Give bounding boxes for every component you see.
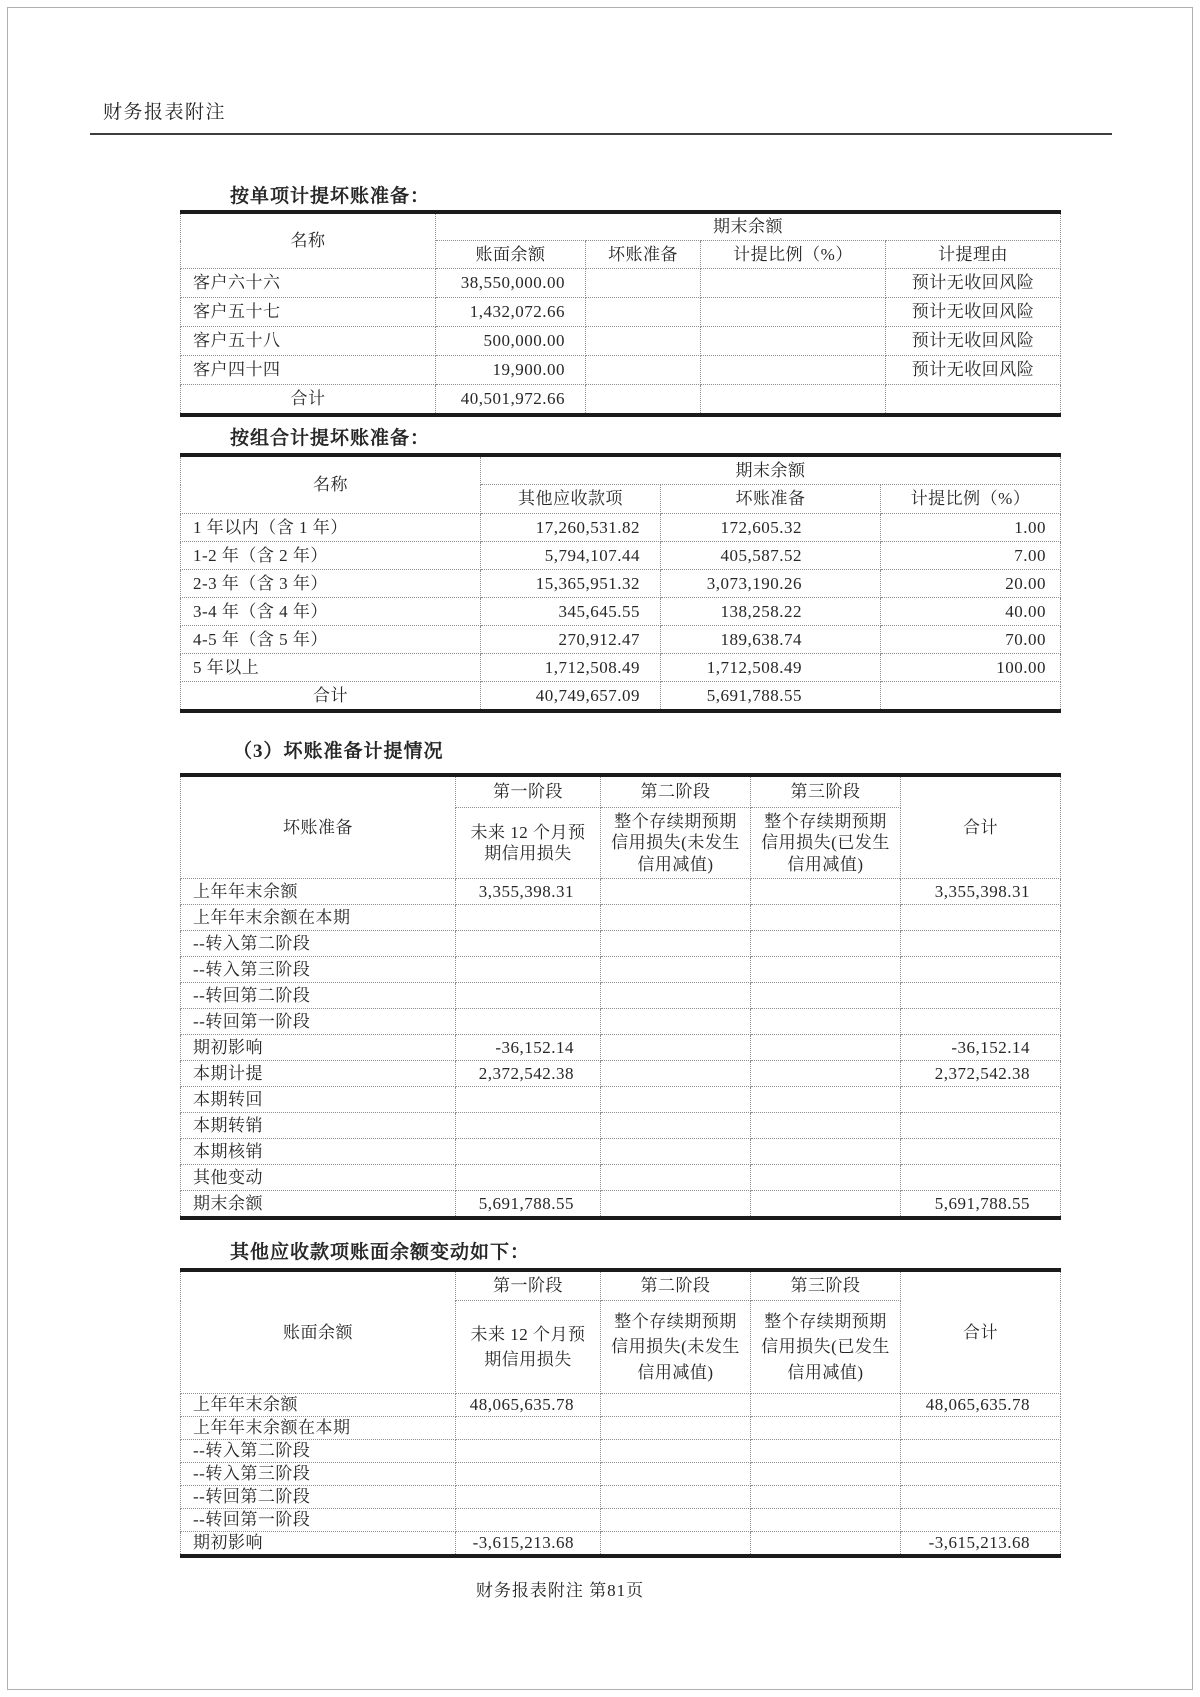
name-cell: 合计	[181, 682, 481, 712]
name-cell: 3-4 年（含 4 年）	[181, 598, 481, 626]
s1-cell	[456, 1138, 601, 1164]
book-cell: 1,432,072.66	[436, 298, 586, 327]
stage1-header: 第一阶段	[456, 775, 601, 808]
s2-cell	[601, 1486, 751, 1509]
table-row	[181, 1440, 1061, 1463]
s3-cell	[751, 1532, 901, 1557]
total-cell	[901, 1463, 1061, 1486]
name-cell: 客户五十八	[181, 327, 436, 356]
section-title-balance-changes: 其他应收款项账面余额变动如下：	[230, 1242, 531, 1263]
s1-cell	[456, 1086, 601, 1112]
name-column-header: 名称	[181, 212, 436, 269]
s3-cell	[751, 1190, 901, 1218]
s3-cell	[751, 904, 901, 930]
table-row	[181, 598, 1061, 626]
s2-cell	[601, 930, 751, 956]
table-row	[181, 327, 1061, 356]
s1-cell: -36,152.14	[456, 1034, 601, 1060]
s1-cell: 48,065,635.78	[456, 1394, 601, 1417]
s3-cell	[751, 1008, 901, 1034]
stage3-header: 第三阶段	[751, 1270, 901, 1301]
s2-cell	[601, 982, 751, 1008]
stage1-subheader: 未来 12 个月预期信用损失	[456, 1301, 601, 1394]
recv-cell: 345,645.55	[481, 598, 661, 626]
bad-cell: 5,691,788.55	[661, 682, 881, 712]
label-cell: 上年年末余额在本期	[181, 1417, 456, 1440]
stage3-subheader: 整个存续期预期信用损失(已发生信用减值)	[751, 1301, 901, 1394]
total-cell	[901, 1440, 1061, 1463]
table-row	[181, 956, 1061, 982]
s3-cell	[751, 878, 901, 904]
s1-cell	[456, 1417, 601, 1440]
recv-cell: 40,749,657.09	[481, 682, 661, 712]
name-cell: 合计	[181, 385, 436, 416]
ratio-cell: 20.00	[881, 570, 1061, 598]
table-header-row	[181, 775, 1061, 808]
recv-cell: 1,712,508.49	[481, 654, 661, 682]
ratio-cell	[881, 682, 1061, 712]
total-cell	[901, 1008, 1061, 1034]
ratio-cell: 7.00	[881, 542, 1061, 570]
s3-cell	[751, 956, 901, 982]
s1-cell: 3,355,398.31	[456, 878, 601, 904]
table-row	[181, 1034, 1061, 1060]
reason-header: 计提理由	[886, 241, 1061, 269]
reason-cell: 预计无收回风险	[886, 356, 1061, 385]
table-row	[181, 1532, 1061, 1557]
s2-cell	[601, 1532, 751, 1557]
label-cell: 本期转回	[181, 1086, 456, 1112]
table-header-row	[181, 455, 1061, 485]
bad-cell: 1,712,508.49	[661, 654, 881, 682]
ending-balance-group-header: 期末余额	[436, 212, 1061, 241]
stage2-subheader: 整个存续期预期信用损失(未发生信用减值)	[601, 1301, 751, 1394]
header-rule	[90, 133, 1112, 135]
recv-cell: 15,365,951.32	[481, 570, 661, 598]
reason-cell: 预计无收回风险	[886, 269, 1061, 298]
s1-cell	[456, 1463, 601, 1486]
ratio-header: 计提比例（%）	[701, 241, 886, 269]
book-cell: 40,501,972.66	[436, 385, 586, 416]
table-row	[181, 1008, 1061, 1034]
total-cell	[901, 1164, 1061, 1190]
s2-cell	[601, 1417, 751, 1440]
s2-cell	[601, 1463, 751, 1486]
s1-cell	[456, 1164, 601, 1190]
bad-cell: 138,258.22	[661, 598, 881, 626]
table-row	[181, 514, 1061, 542]
stage1-subheader: 未来 12 个月预期信用损失	[456, 808, 601, 879]
s3-cell	[751, 1138, 901, 1164]
reason-cell: 预计无收回风险	[886, 298, 1061, 327]
label-cell: 上年年末余额在本期	[181, 904, 456, 930]
table-row	[181, 542, 1061, 570]
ratio-cell	[701, 327, 886, 356]
book-cell: 500,000.00	[436, 327, 586, 356]
recv-cell: 270,912.47	[481, 626, 661, 654]
s2-cell	[601, 1394, 751, 1417]
name-cell: 5 年以上	[181, 654, 481, 682]
s3-cell	[751, 930, 901, 956]
label-cell: --转回第二阶段	[181, 982, 456, 1008]
table-row	[181, 930, 1061, 956]
total-cell	[901, 982, 1061, 1008]
bad-cell: 189,638.74	[661, 626, 881, 654]
s2-cell	[601, 1164, 751, 1190]
name-column-header: 名称	[181, 455, 481, 514]
bad-cell: 172,605.32	[661, 514, 881, 542]
s1-cell: 5,691,788.55	[456, 1190, 601, 1218]
ratio-cell	[701, 269, 886, 298]
other-receivables-header: 其他应收款项	[481, 485, 661, 514]
table-row	[181, 1086, 1061, 1112]
name-cell: 1-2 年（含 2 年）	[181, 542, 481, 570]
label-cell: 本期核销	[181, 1138, 456, 1164]
book-cell: 38,550,000.00	[436, 269, 586, 298]
total-cell	[901, 1417, 1061, 1440]
ratio-cell	[701, 356, 886, 385]
label-cell: --转入第三阶段	[181, 1463, 456, 1486]
name-cell: 4-5 年（含 5 年）	[181, 626, 481, 654]
s1-cell	[456, 1112, 601, 1138]
portfolio-provision-table	[180, 453, 1061, 713]
s1-cell: 2,372,542.38	[456, 1060, 601, 1086]
s1-cell	[456, 1008, 601, 1034]
s1-cell	[456, 930, 601, 956]
s1-cell	[456, 1509, 601, 1532]
total-cell: 2,372,542.38	[901, 1060, 1061, 1086]
table-row	[181, 298, 1061, 327]
label-cell: 期初影响	[181, 1034, 456, 1060]
s3-cell	[751, 1440, 901, 1463]
total-column-header: 合计	[901, 775, 1061, 878]
table-header-row	[181, 212, 1061, 241]
s3-cell	[751, 1463, 901, 1486]
label-cell: --转回第二阶段	[181, 1486, 456, 1509]
recv-cell: 5,794,107.44	[481, 542, 661, 570]
s3-cell	[751, 982, 901, 1008]
table-header-row	[181, 1270, 1061, 1301]
total-column-header: 合计	[901, 1270, 1061, 1394]
table-body	[181, 1394, 1061, 1557]
name-cell: 客户五十七	[181, 298, 436, 327]
s2-cell	[601, 1190, 751, 1218]
s3-cell	[751, 1486, 901, 1509]
ratio-cell: 100.00	[881, 654, 1061, 682]
ratio-cell: 1.00	[881, 514, 1061, 542]
s2-cell	[601, 1086, 751, 1112]
table-row	[181, 1509, 1061, 1532]
s1-cell	[456, 956, 601, 982]
name-cell: 1 年以内（含 1 年）	[181, 514, 481, 542]
ratio-cell	[701, 385, 886, 416]
s2-cell	[601, 1138, 751, 1164]
ratio-cell: 70.00	[881, 626, 1061, 654]
table-row	[181, 654, 1061, 682]
reason-cell	[886, 385, 1061, 416]
total-cell: -36,152.14	[901, 1034, 1061, 1060]
table-body	[181, 878, 1061, 1218]
book-cell: 19,900.00	[436, 356, 586, 385]
bad-cell	[586, 356, 701, 385]
s3-cell	[751, 1034, 901, 1060]
bad-cell	[586, 385, 701, 416]
bad-debt-header: 坏账准备	[586, 241, 701, 269]
name-cell: 客户六十六	[181, 269, 436, 298]
total-cell	[901, 1112, 1061, 1138]
provision-stages-table	[180, 773, 1061, 1220]
table-row	[181, 570, 1061, 598]
table-body	[181, 514, 1061, 712]
s3-cell	[751, 1086, 901, 1112]
label-cell: 期末余额	[181, 1190, 456, 1218]
stage3-subheader: 整个存续期预期信用损失(已发生信用减值)	[751, 808, 901, 879]
s2-cell	[601, 1112, 751, 1138]
label-column-header: 坏账准备	[181, 775, 456, 878]
s2-cell	[601, 956, 751, 982]
s1-cell	[456, 904, 601, 930]
section-title-portfolio: 按组合计提坏账准备：	[230, 428, 431, 449]
total-cell: 5,691,788.55	[901, 1190, 1061, 1218]
label-cell: --转入第三阶段	[181, 956, 456, 982]
label-cell: --转回第一阶段	[181, 1008, 456, 1034]
section-title-provision-stages: （3）坏账准备计提情况	[233, 741, 444, 762]
label-cell: --转入第二阶段	[181, 930, 456, 956]
label-cell: --转入第二阶段	[181, 1440, 456, 1463]
table-row	[181, 904, 1061, 930]
book-balance-header: 账面余额	[436, 241, 586, 269]
label-cell: 期初影响	[181, 1532, 456, 1557]
table-row	[181, 385, 1061, 416]
total-cell	[901, 1138, 1061, 1164]
s2-cell	[601, 1060, 751, 1086]
label-column-header: 账面余额	[181, 1270, 456, 1394]
single-item-provision-table	[180, 210, 1061, 417]
label-cell: 上年年末余额	[181, 1394, 456, 1417]
bad-cell: 405,587.52	[661, 542, 881, 570]
bad-cell	[586, 298, 701, 327]
ratio-cell	[701, 298, 886, 327]
name-cell: 2-3 年（含 3 年）	[181, 570, 481, 598]
bad-cell: 3,073,190.26	[661, 570, 881, 598]
table-row	[181, 1463, 1061, 1486]
total-cell	[901, 904, 1061, 930]
table-body	[181, 269, 1061, 416]
balance-changes-table	[180, 1268, 1061, 1558]
page-footer: 财务报表附注 第81页	[475, 1581, 645, 1600]
s1-cell	[456, 1486, 601, 1509]
reason-cell: 预计无收回风险	[886, 327, 1061, 356]
s2-cell	[601, 1509, 751, 1532]
section-title-single-item: 按单项计提坏账准备：	[230, 186, 431, 207]
table-row	[181, 982, 1061, 1008]
total-cell: -3,615,213.68	[901, 1532, 1061, 1557]
s2-cell	[601, 1034, 751, 1060]
ratio-header: 计提比例（%）	[881, 485, 1061, 514]
table-row	[181, 626, 1061, 654]
s3-cell	[751, 1509, 901, 1532]
table-row	[181, 1417, 1061, 1440]
s3-cell	[751, 1417, 901, 1440]
table-row	[181, 1164, 1061, 1190]
ratio-cell: 40.00	[881, 598, 1061, 626]
s3-cell	[751, 1112, 901, 1138]
label-cell: --转回第一阶段	[181, 1509, 456, 1532]
table-row	[181, 1190, 1061, 1218]
s3-cell	[751, 1394, 901, 1417]
page-title: 财务报表附注	[103, 102, 227, 123]
label-cell: 本期转销	[181, 1112, 456, 1138]
s2-cell	[601, 878, 751, 904]
label-cell: 其他变动	[181, 1164, 456, 1190]
recv-cell: 17,260,531.82	[481, 514, 661, 542]
total-cell	[901, 1086, 1061, 1112]
total-cell	[901, 956, 1061, 982]
ending-balance-group-header: 期末余额	[481, 455, 1061, 485]
table-row	[181, 878, 1061, 904]
stage2-subheader: 整个存续期预期信用损失(未发生信用减值)	[601, 808, 751, 879]
table-row	[181, 682, 1061, 712]
label-cell: 上年年末余额	[181, 878, 456, 904]
bad-cell	[586, 327, 701, 356]
table-row	[181, 269, 1061, 298]
table-row	[181, 1138, 1061, 1164]
total-cell	[901, 1486, 1061, 1509]
table-row	[181, 1112, 1061, 1138]
s1-cell	[456, 982, 601, 1008]
table-row	[181, 1394, 1061, 1417]
name-cell: 客户四十四	[181, 356, 436, 385]
total-cell	[901, 1509, 1061, 1532]
s2-cell	[601, 1008, 751, 1034]
total-cell	[901, 930, 1061, 956]
table-row	[181, 356, 1061, 385]
label-cell: 本期计提	[181, 1060, 456, 1086]
stage2-header: 第二阶段	[601, 775, 751, 808]
stage2-header: 第二阶段	[601, 1270, 751, 1301]
stage3-header: 第三阶段	[751, 775, 901, 808]
stage1-header: 第一阶段	[456, 1270, 601, 1301]
total-cell: 3,355,398.31	[901, 878, 1061, 904]
s1-cell	[456, 1440, 601, 1463]
bad-debt-header: 坏账准备	[661, 485, 881, 514]
bad-cell	[586, 269, 701, 298]
s1-cell: -3,615,213.68	[456, 1532, 601, 1557]
s2-cell	[601, 904, 751, 930]
s2-cell	[601, 1440, 751, 1463]
s3-cell	[751, 1164, 901, 1190]
total-cell: 48,065,635.78	[901, 1394, 1061, 1417]
table-row	[181, 1060, 1061, 1086]
table-row	[181, 1486, 1061, 1509]
s3-cell	[751, 1060, 901, 1086]
